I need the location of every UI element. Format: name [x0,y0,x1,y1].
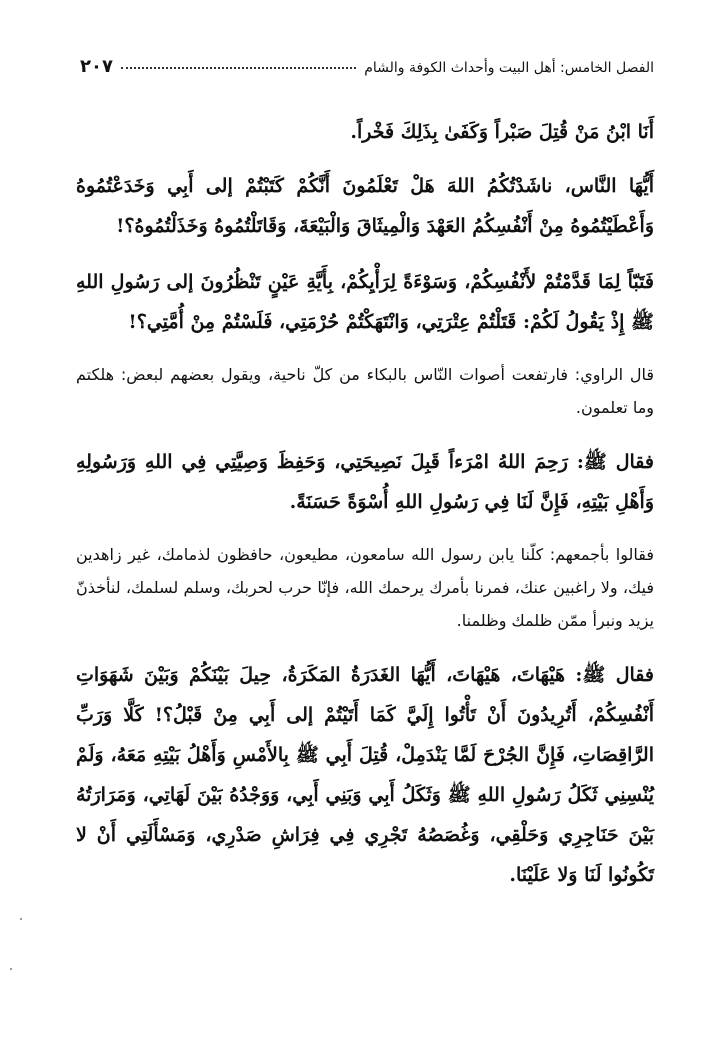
speech-paragraph: أَيُّهَا النَّاس، ناشَدْتُكُمُ اللهَ هَلْ تَعْلَمُونَ أَنَّكُمْ كَتَبْتُمْ إلى أَبِي وَخَدَعْتُمُوهُ وَأَعْطَيْتُمُوهُ مِنْ أَنْفُسِكُمُ العَهْدَ وَالْمِيثَاقَ وَالْبَيْعَةَ، وَقَاتَلْتُمُوهُ وَخَذَلْتُمُوهُ؟! [76,175,654,237]
header-dot-leader [121,67,356,69]
chapter-title: الفصل الخامس: أهل البيت وأحداث الكوفة والشام [364,60,654,76]
scan-speck [20,918,22,920]
speech-paragraph: فقال ﷺ: رَحِمَ اللهُ امْرَءاً قَبِلَ نَصِيحَتِي، وَحَفِظَ وَصِيَّتِي فِي اللهِ وَرَسُولِهِ وَأَهْلِ بَيْتِهِ، فَإِنَّ لَنَا فِي رَسُولِ اللهِ أُسْوَةً حَسَنَةً. [76,451,654,513]
speech-paragraph: فَتَبّاً لِمَا قَدَّمْتُمْ لأَنْفُسِكُمْ، وَسَوْءَةً لِرَأْيِكُمْ، بِأَيَّةِ عَيْنٍ تَنْظُرُونَ إلى رَسُولِ اللهِ ﷺ إِذْ يَقُولُ لَكُمْ: قَتَلْتُمْ عِتْرَتِي، وَانْتَهَكْتُمْ حُرْمَتِي، فَلَسْتُمْ مِنْ أُمَّتِي؟! [76,271,654,333]
page-number: ٢٠٧ [80,56,113,77]
running-header [80,56,654,80]
narration-paragraph: قال الراوي: فارتفعت أصوات النّاس بالبكاء من كلّ ناحية، ويقول بعضهم لبعض: هلكتم وما تعلمون. [76,365,654,417]
page-body [76,112,654,895]
narration-paragraph: فقالوا بأجمعهم: كلّنا يابن رسول الله سامعون، مطيعون، حافظون لذمامك، غير زاهدين فيك، ولا راغبين عنك، فمرنا بأمرك يرحمك الله، فإنّا حرب لحربك، وسلم لسلمك، لنأخذنّ يزيد ونبرأ ممّن ظلمك وظلمنا. [76,545,654,630]
speech-paragraph: أَنَا ابْنُ مَنْ قُتِلَ صَبْراً وَكَفَىٰ بِذَلِكَ فَخْراً. [350,121,654,143]
speech-paragraph: فقال ﷺ: هَيْهَاتَ، هَيْهَاتَ، أَيُّهَا الغَدَرَةُ المَكَرَةُ، حِيلَ بَيْنَكُمْ وَبَيْنَ شَهَوَاتِ أَنْفُسِكُمْ، أَتُرِيدُونَ أَنْ تَأْتُوا إِلَيَّ كَمَا أَتَيْتُمْ إلى أَبِي مِنْ قَبْلُ؟! كَلَّا وَرَبِّ الرَّاقِصَاتِ، فَإِنَّ الجُرْحَ لَمَّا يَنْدَمِلْ، قُتِلَ أَبِي ﷺ بِالأَمْسِ وَأَهْلُ بَيْتِهِ مَعَهُ، وَلَمْ يُنْسِنِي ثَكَلُ رَسُولِ اللهِ ﷺ وَثَكَلُ أَبِي وَبَنِي أَبِي، وَوَجْدُهُ بَيْنَ لَهَاتِي، وَمَرَارَتُهُ بَيْنَ حَنَاجِرِي وَحَلْقِي، وَغُصَصُهُ تَجْرِي فِي فِرَاشِ صَدْرِي، وَمَسْأَلَتِي أَنْ لا تَكُونُوا لَنَا وَلا عَلَيْنَا. [76,664,654,886]
scan-speck [10,968,12,970]
